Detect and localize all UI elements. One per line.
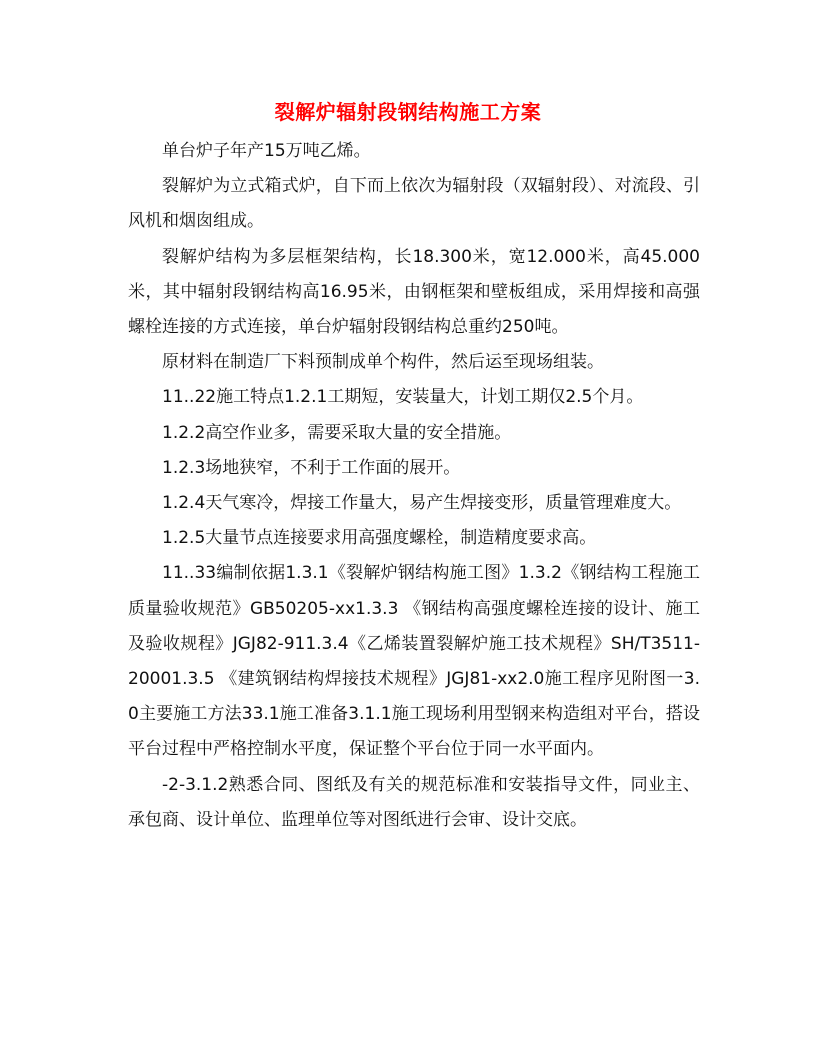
paragraph-compilation-basis: 11..33编制依据1.3.1《裂解炉钢结构施工图》1.3.2《钢结构工程施工质量验收规范》GB50205-xx1.3.3 《钢结构高强度螺栓连接的设计、施工及验收规程》JGJ82-911.3.4《乙烯装置裂解炉施工技术规程》SH/T3511-20001.3.5 《建筑钢结构焊接技术规程》JGJ81-xx2.0施工程序见附图一3.0主要施工方法33.1施工准备3.1.1施工现场利用型钢来构造组对平台，搭设平台过程中严格控制水平度，保证整个平台位于同一水平面内。	[128, 563, 700, 760]
paragraph-high-altitude-work: 1.2.2高空作业多，需要采取大量的安全措施。	[162, 422, 512, 443]
document-title: 裂解炉辐射段钢结构施工方案	[274, 100, 542, 124]
paragraph-annual-output: 单台炉子年产15万吨乙烯。	[162, 141, 371, 161]
paragraph-drawing-review: -2-3.1.2熟悉合同、图纸及有关的规范标准和安装指导文件，同业主、承包商、设计单位、监理单位等对图纸进行会审、设计交底。	[128, 774, 700, 830]
paragraph-furnace-type: 裂解炉为立式箱式炉，自下而上依次为辐射段（双辐射段）、对流段、引风机和烟囱组成。	[128, 176, 700, 232]
paragraph-structure-dimensions: 裂解炉结构为多层框架结构，长18.300米，宽12.000米，高45.000米，其中辐射段钢结构高16.95米，由钢框架和壁板组成，采用焊接和高强螺栓连接的方式连接，单台炉辐射段钢结构总重约250吨。	[128, 246, 700, 338]
paragraph-prefabrication: 原材料在制造厂下料预制成单个构件，然后运至现场组装。	[162, 352, 604, 373]
paragraph-narrow-site: 1.2.3场地狭窄，不利于工作面的展开。	[162, 457, 461, 478]
paragraph-construction-features: 11..22施工特点1.2.1工期短，安装量大，计划工期仅2.5个月。	[162, 387, 644, 408]
document-body	[128, 134, 700, 838]
paragraph-high-strength-bolts: 1.2.5大量节点连接要求用高强度螺栓，制造精度要求高。	[162, 528, 597, 549]
paragraph-cold-weather: 1.2.4天气寒冷，焊接工作量大，易产生焊接变形，质量管理难度大。	[162, 493, 682, 514]
